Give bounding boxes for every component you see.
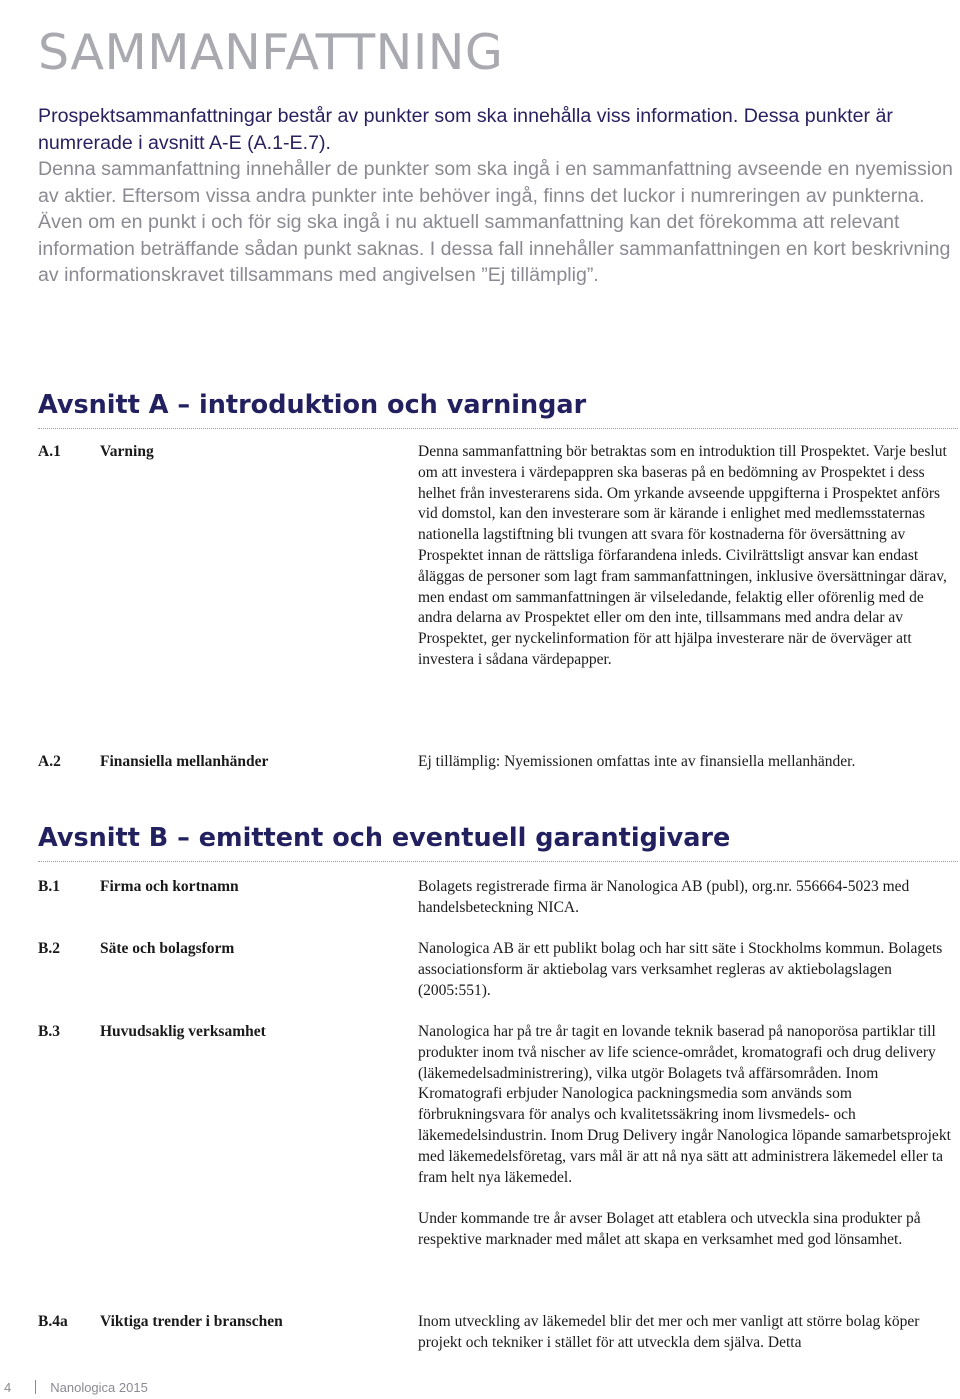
item-code: B.2 — [38, 940, 60, 957]
item-b3 — [38, 1022, 955, 1251]
item-text: Nanologica AB är ett publikt bolag och har sitt säte i Stockholms kommun. Bolagets associationsform är aktiebolag vars verksamhet regleras av aktiebolagslagen (2005:551). — [418, 940, 943, 999]
intro-paragraph-2: Denna sammanfattning innehåller de punkter som ska ingå i en sammanfattning avseende en nyemission av aktier. Eftersom vissa andra punkter inte behöver ingå, finns det luckor i numreringen av punkterna. Även om en punkt i och för sig ska ingå i nu aktuell sammanfattning kan det förekomma att relevant information beträffande sådan punkt saknas. I dessa fall innehåller sammanfattningen en kort beskrivning av informationskravet tillsammans med angivelsen ”Ej tillämplig”. — [38, 158, 953, 286]
item-text: Bolagets registrerade firma är Nanologica AB (publ), org.nr. 556664-5023 med handelsbeteckning NICA. — [418, 878, 910, 916]
intro — [38, 103, 953, 289]
item-text-2: Under kommande tre år avser Bolaget att etablera och utveckla sina produkter på respektive marknader med målet att skapa en verksamhet med god lönsamhet. — [418, 1210, 921, 1248]
item-text: Ej tillämplig: Nyemissionen omfattas inte av finansiella mellanhänder. — [418, 753, 856, 770]
publication-name: Nanologica 2015 — [50, 1380, 148, 1395]
section-a-heading: Avsnitt A – introduktion och varningar — [38, 388, 958, 429]
item-text: Nanologica har på tre år tagit en lovande teknik baserad på nanoporösa partiklar till produkter inom två nischer av life science-området, kromatografi och drug delivery (läkemedelsadministrering), vilka utgör Bolagets två affärsområden. Inom Kromatografi erbjuder Nanologica packningsmedia som används som förbrukningsvara för analys och kvalitetssäkring inom livsmedels- och läkemedelsindustrin. Inom Drug Delivery ingår Nanologica löpande samarbetsprojekt med läkemedelsföretag, vars mål är att nå nya sätt att administrera läkemedel eller ta fram helt nya läkemedel. — [418, 1023, 951, 1186]
item-a1 — [38, 442, 955, 671]
item-text: Inom utveckling av läkemedel blir det mer och mer vanligt att större bolag köper projekt och tekniker i stället för att utveckla dem själva. Detta — [418, 1313, 920, 1351]
item-code: B.4a — [38, 1313, 68, 1330]
item-code: B.1 — [38, 878, 60, 895]
section-b-heading: Avsnitt B – emittent och eventuell garantigivare — [38, 821, 958, 862]
item-code: B.3 — [38, 1023, 60, 1040]
page-title: SAMMANFATTNING — [38, 24, 504, 81]
item-text: Denna sammanfattning bör betraktas som en introduktion till Prospektet. Varje beslut om att investera i värdepappren ska baseras på en bedömning av Prospektet i dess helhet från investerarens sida. Om yrkande avseende uppgifterna i Prospektet anförs vid domstol, kan den investerare som är kärande i enlighet med medlemsstaternas nationella lagstiftning bli tvungen att svara för kostnaderna för översättning av Prospektet innan de rättsliga förfarandena inleds. Civilrättsligt ansvar kan endast åläggas de personer som lagt fram sammanfattningen, inklusive översättningar därav, men endast om sammanfattningen är vilseledande, felaktig eller oförenlig med de andra delarna av Prospektet eller om den inte, tillsammans med andra delar av Prospektet, ger nyckelinformation för att hjälpa investerare när de överväger att investera i sådana värdepapper. — [418, 443, 947, 668]
intro-paragraph-1: Prospektsammanfattningar består av punkter som ska innehålla viss information. Dessa punkter är numrerade i avsnitt A-E (A.1-E.7). — [38, 105, 893, 154]
item-label: Finansiella mellanhänder — [100, 753, 269, 770]
item-a2 — [38, 752, 955, 773]
item-label: Varning — [100, 443, 154, 460]
item-label: Huvudsaklig verksamhet — [100, 1023, 266, 1040]
page-number: 4 — [4, 1380, 12, 1395]
item-b1 — [38, 877, 955, 919]
item-label: Viktiga trender i branschen — [100, 1313, 283, 1330]
item-label: Firma och kortnamn — [100, 878, 239, 895]
item-b4a — [38, 1312, 955, 1354]
item-b2 — [38, 939, 955, 1001]
footer-divider — [35, 1380, 36, 1394]
page-footer — [4, 1380, 148, 1396]
item-code: A.1 — [38, 443, 61, 460]
item-label: Säte och bolagsform — [100, 940, 235, 957]
item-code: A.2 — [38, 753, 61, 770]
